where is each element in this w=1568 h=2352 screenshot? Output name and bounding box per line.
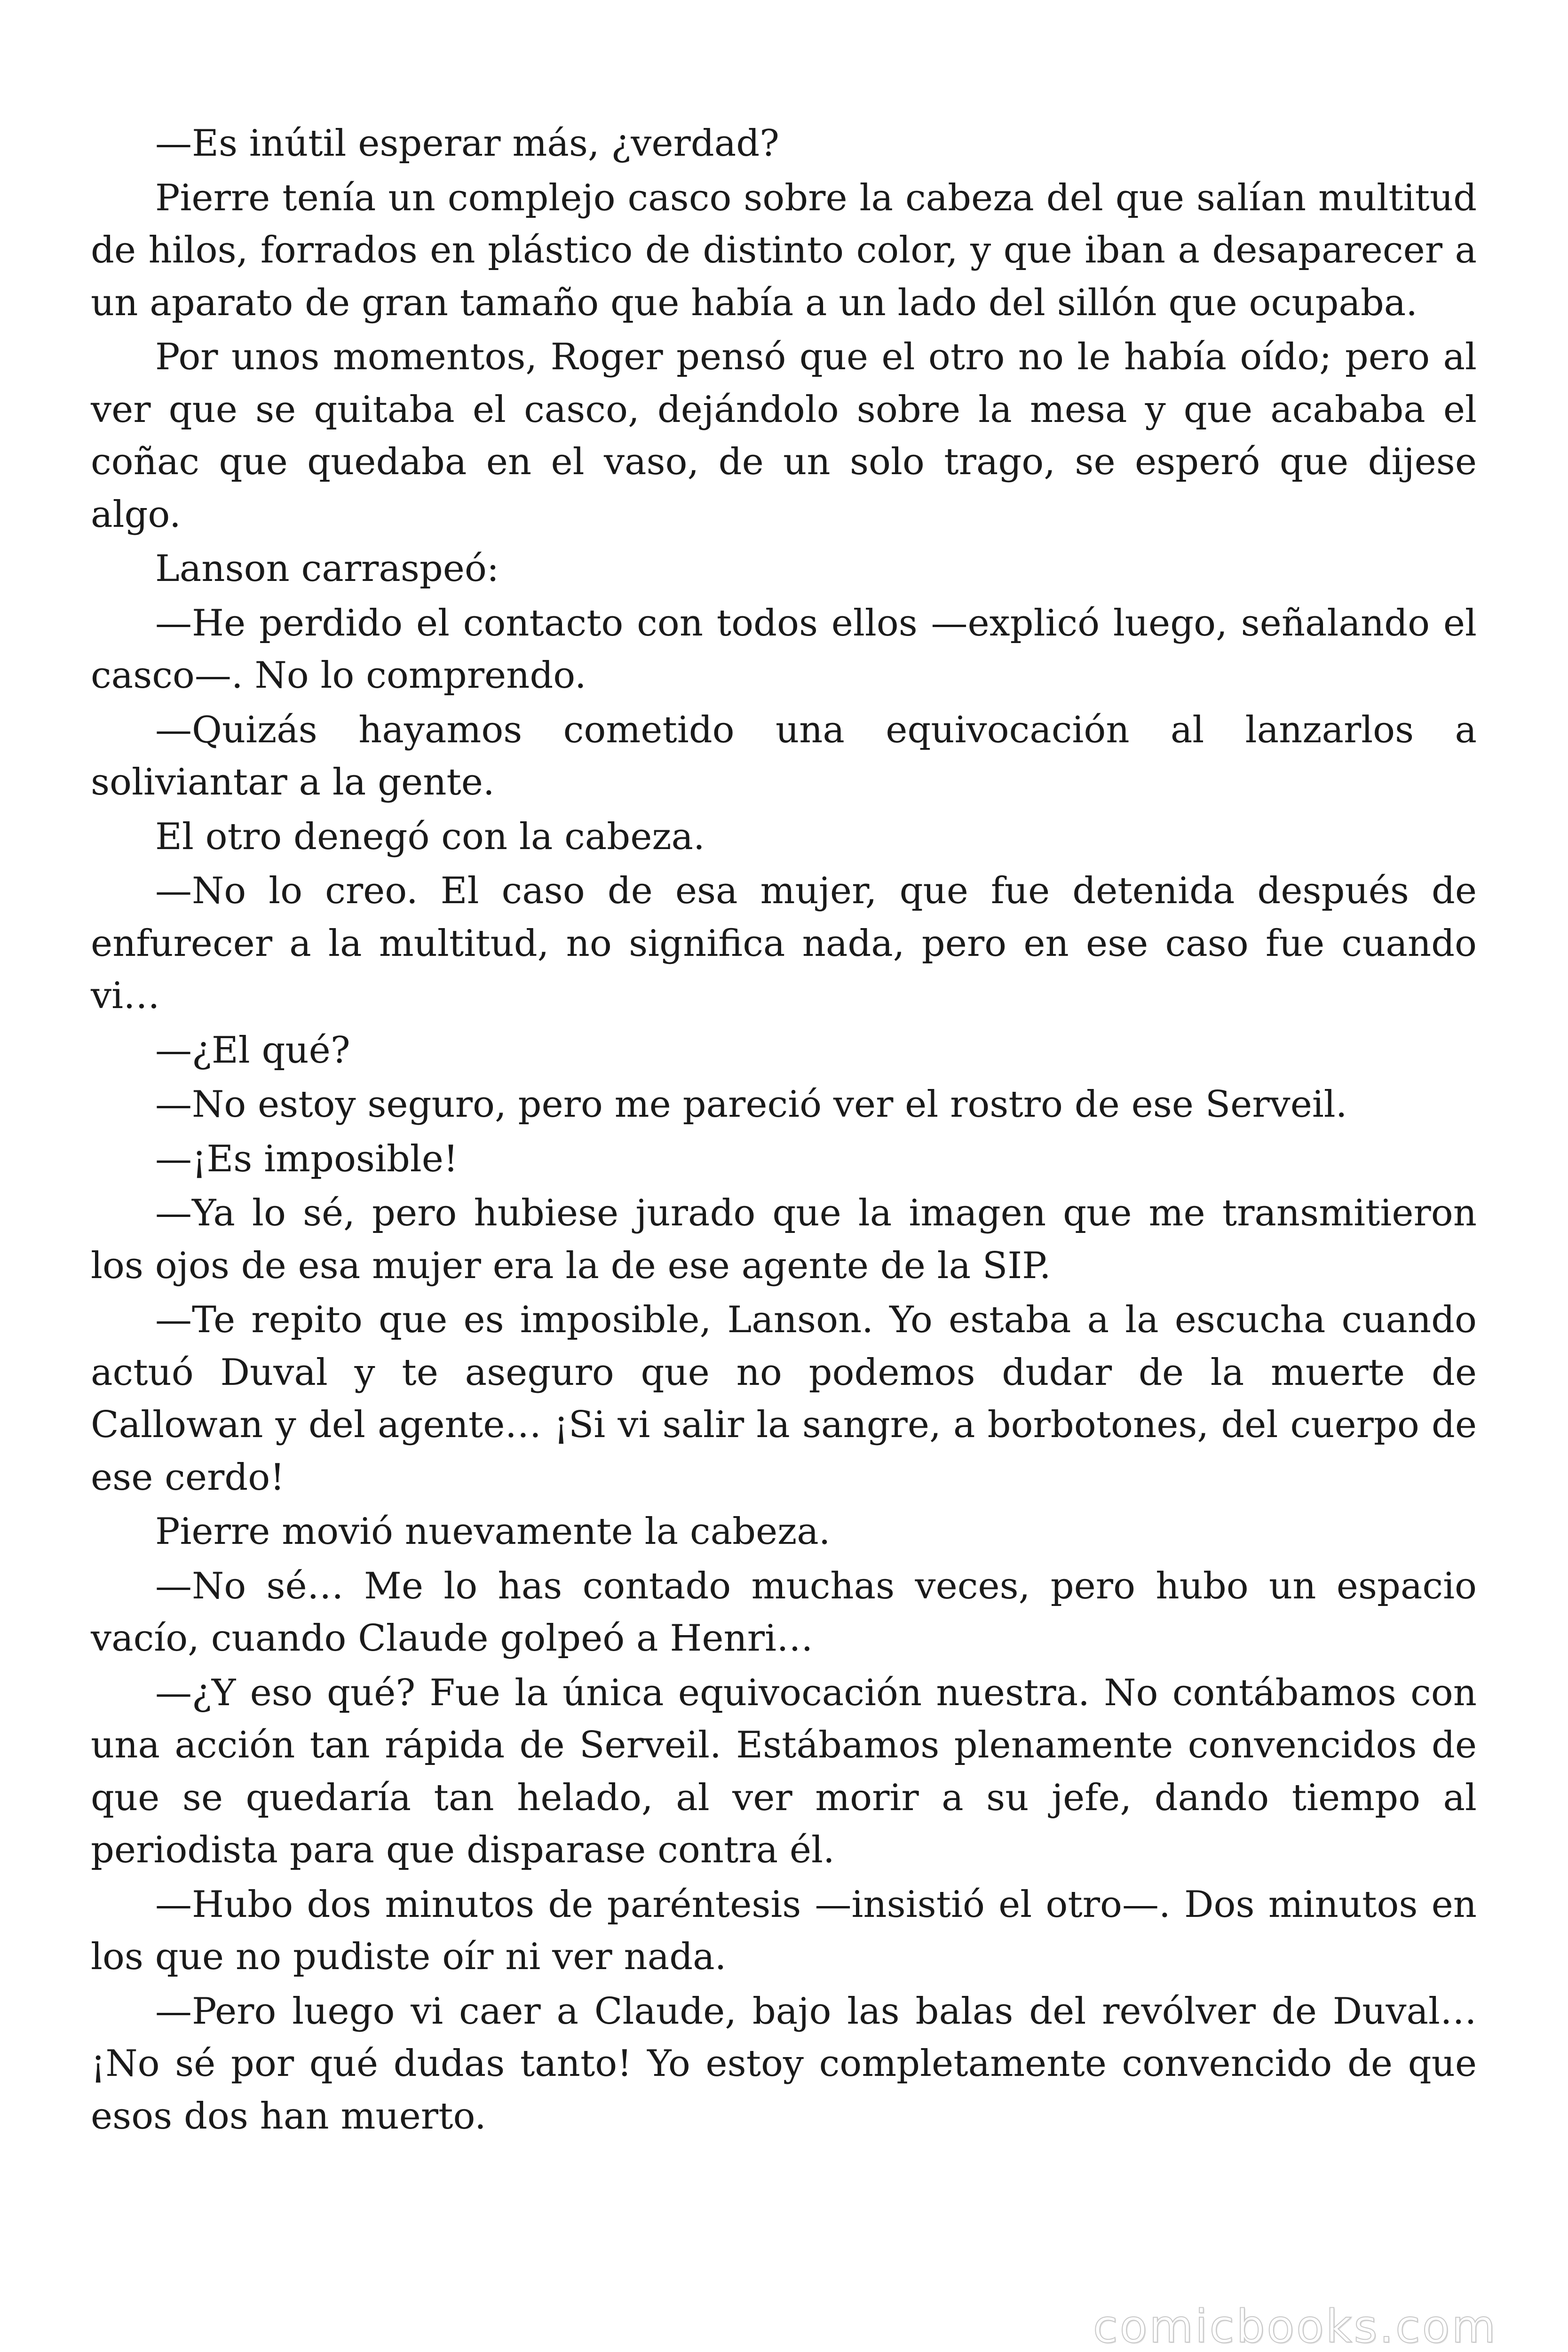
paragraph: —¿El qué? [155,1029,350,1072]
paragraph: —¡Es imposible! [155,1137,459,1180]
watermark: comicbooks.com [1093,2300,1497,2352]
paragraph: —No estoy seguro, pero me pareció ver el rostro de ese Serveil. [155,1083,1347,1126]
paragraph: Por unos momentos, Roger pensó que el otro no le había oído; pero al ver que se quitaba el casco, dejándolo sobre la mesa y que acababa el coñac que quedaba en el vaso, de un solo trago, se esperó que dijese algo. [91,336,1477,536]
paragraph: —No lo creo. El caso de esa mujer, que fue detenida después de enfurecer a la multitud, no significa nada, pero en ese caso fue cuando vi… [91,870,1477,1017]
paragraph: —He perdido el contacto con todos ellos —explicó luego, señalando el casco—. No lo comprendo. [91,602,1477,697]
paragraph: Pierre movió nuevamente la cabeza. [155,1510,831,1553]
paragraph: —Hubo dos minutos de paréntesis —insistió el otro—. Dos minutos en los que no pudiste oír ni ver nada. [91,1883,1477,1978]
paragraph: —Es inútil esperar más, ¿verdad? [155,122,779,165]
body-text [91,118,1477,2145]
paragraph: —Pero luego vi caer a Claude, bajo las balas del revólver de Duval… ¡No sé por qué dudas tanto! Yo estoy completamente convencido de que esos dos han muerto. [91,1990,1477,2137]
paragraph: Pierre tenía un complejo casco sobre la cabeza del que salían multitud de hilos, forrados en plástico de distinto color, y que iban a desaparecer a un aparato de gran tamaño que había a un lado del sillón que ocupaba. [91,176,1477,324]
paragraph: —Te repito que es imposible, Lanson. Yo estaba a la escucha cuando actuó Duval y te aseguro que no podemos dudar de la muerte de Callowan y del agente… ¡Si vi salir la sangre, a borbotones, del cuerpo de ese cerdo! [91,1299,1477,1499]
paragraph: —Quizás hayamos cometido una equivocación al lanzarlos a soliviantar a la gente. [91,708,1477,803]
paragraph: —Ya lo sé, pero hubiese jurado que la imagen que me transmitieron los ojos de esa mujer era la de ese agente de la SIP. [91,1192,1477,1287]
paragraph: Lanson carraspeó: [155,548,499,590]
paragraph: —No sé… Me lo has contado muchas veces, pero hubo un espacio vacío, cuando Claude golpeó a Henri… [91,1565,1477,1660]
paragraph: —¿Y eso qué? Fue la única equivocación nuestra. No contábamos con una acción tan rápida de Serveil. Estábamos plenamente convencidos de que se quedaría tan helado, al ver morir a su jefe, dando tiempo al periodista para que disparase contra él. [91,1671,1477,1871]
paragraph: El otro denegó con la cabeza. [155,815,705,858]
